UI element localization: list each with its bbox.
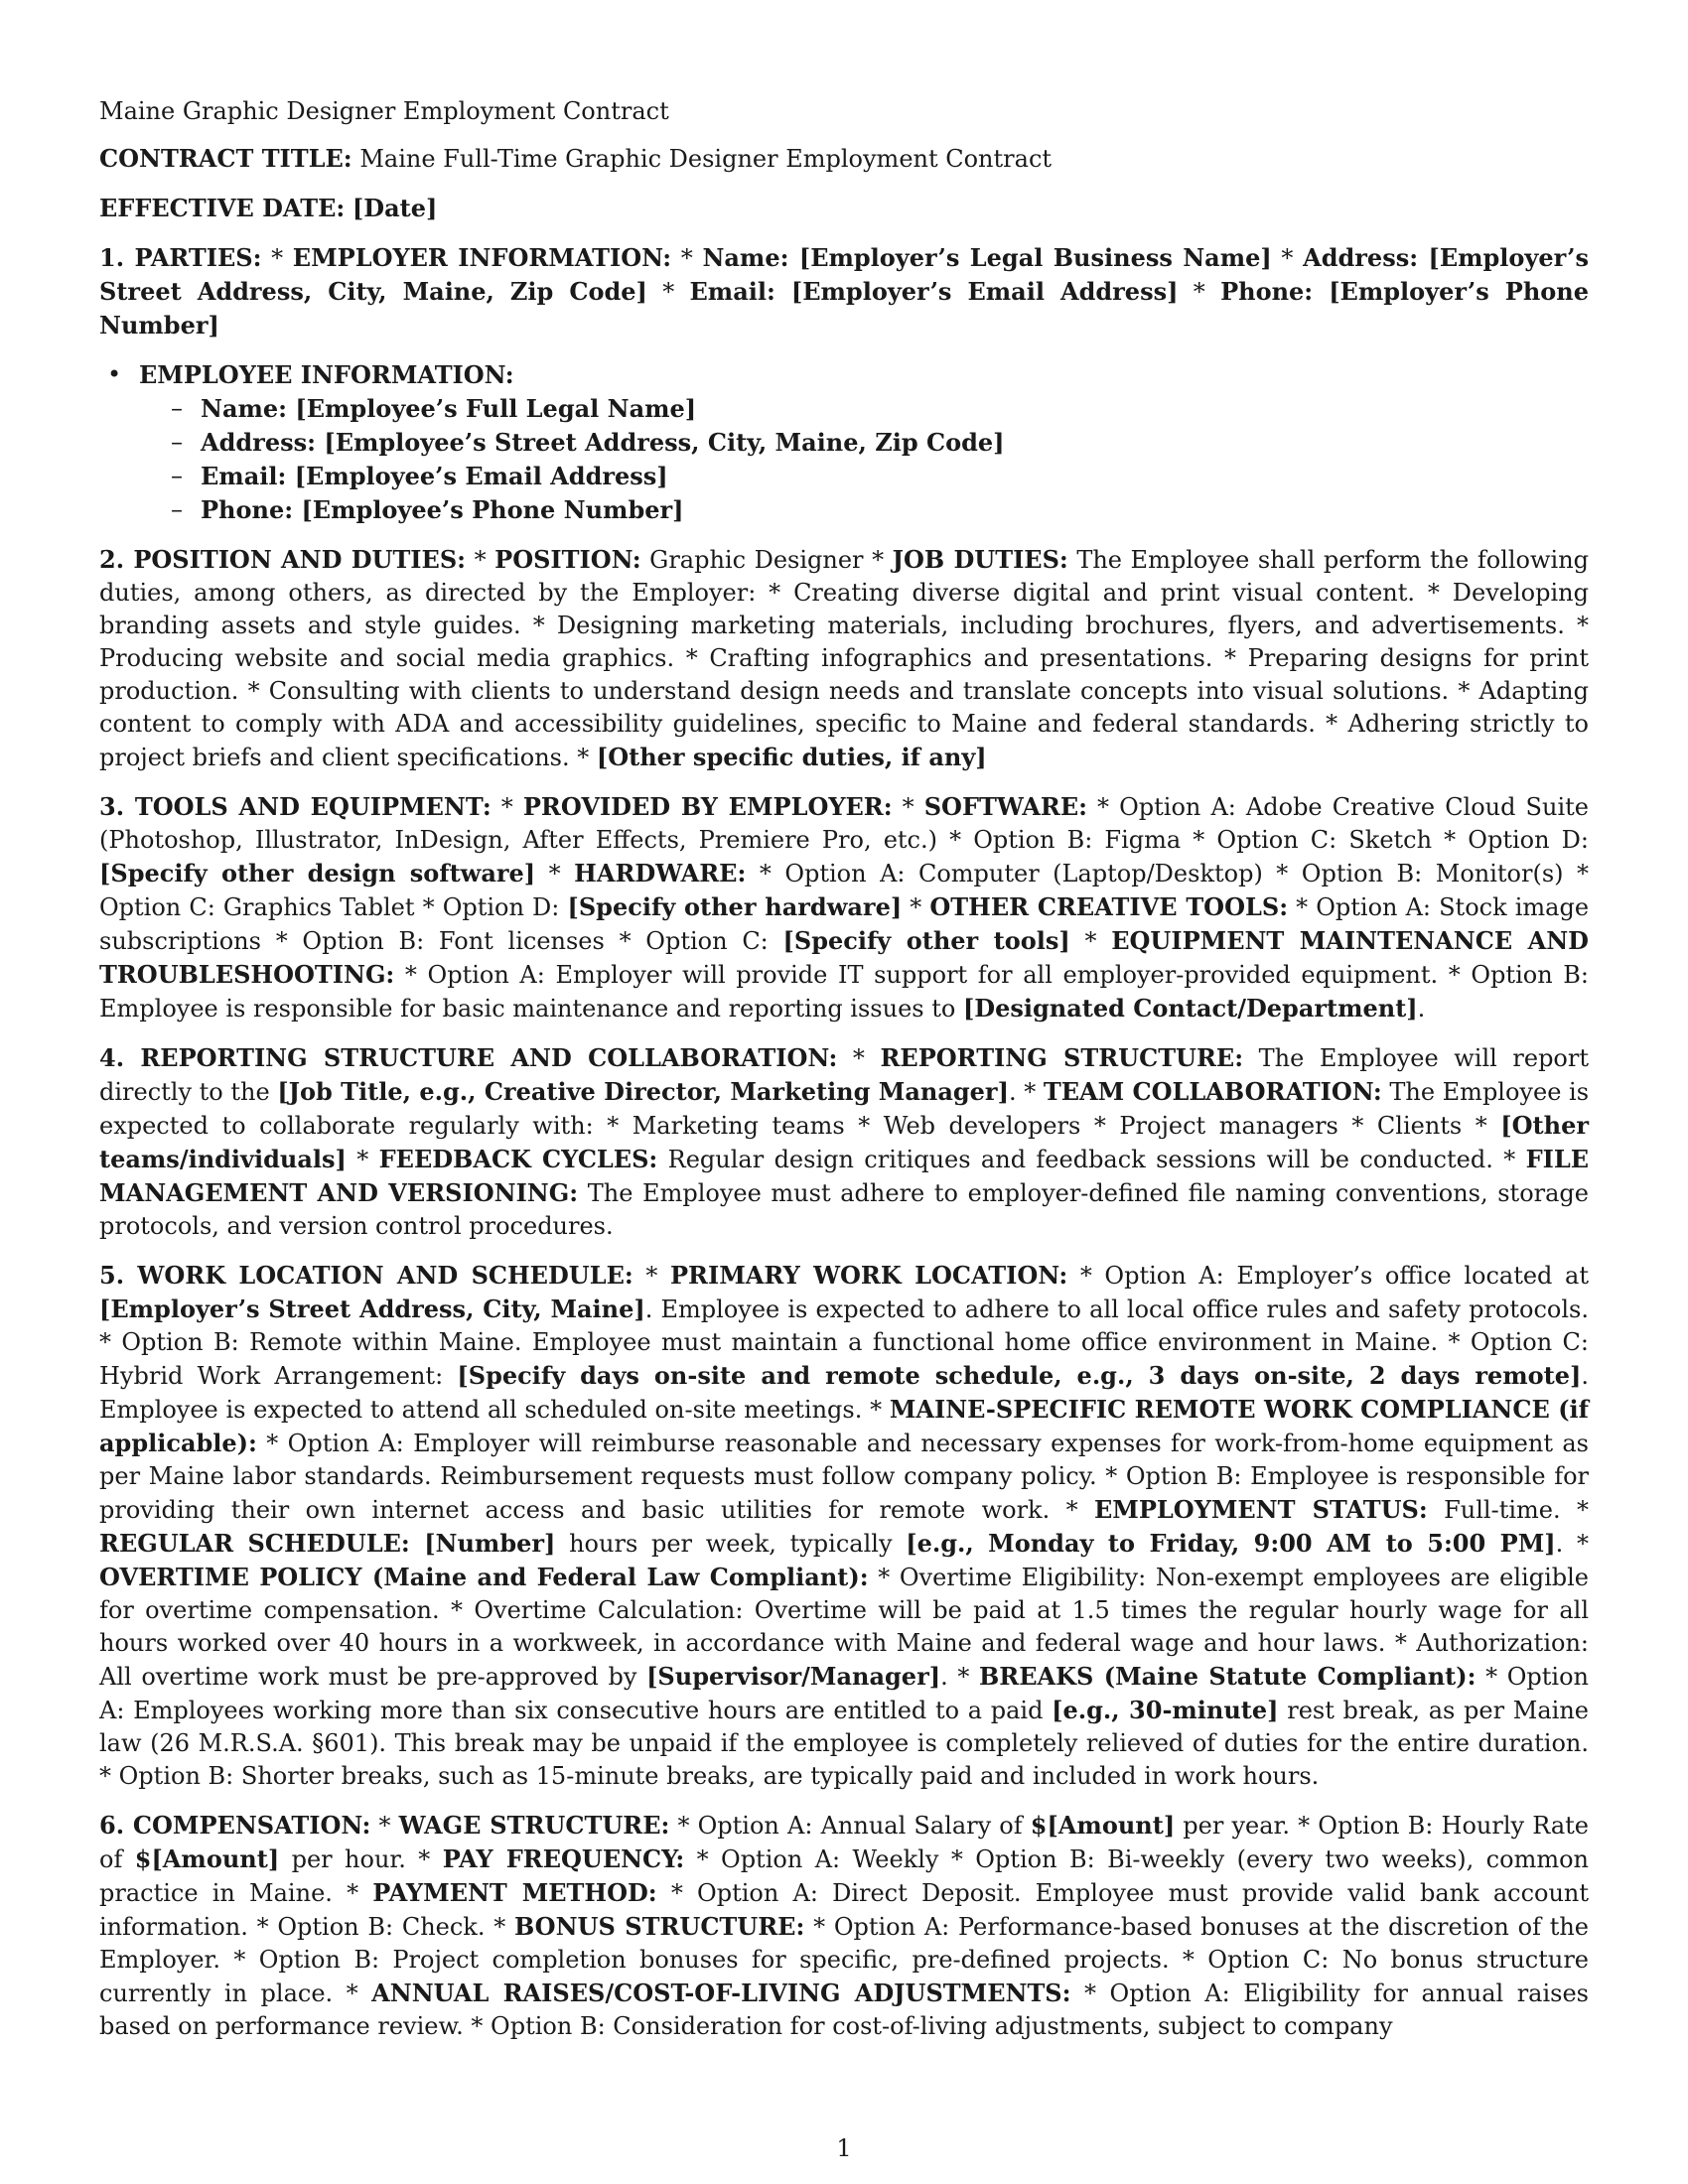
section-heading: 2. POSITION AND DUTIES: — [99, 545, 467, 574]
section-heading: 1. PARTIES: — [99, 243, 262, 272]
document-header-line: Maine Graphic Designer Employment Contract — [99, 97, 669, 125]
employee-information-list — [99, 358, 1589, 527]
employee-address-item: – Address: [Employee’s Street Address, City, Maine, Zip Code] — [201, 426, 1589, 460]
section-heading: 4. REPORTING STRUCTURE AND COLLABORATION: — [99, 1043, 838, 1072]
page-number: 1 — [836, 2134, 852, 2162]
section-5-work-location-and-schedule: 5. WORK LOCATION AND SCHEDULE: * PRIMARY WORK LOCATION: * Option A: Employer’s office located at [Employer’s Street Address, City, Maine]. Employee is expected to adhere to all local office rules and safety protocols. * Option B: Remote within Maine. Employee must maintain a functional home office environment in Maine. * Option C: Hybrid Work Arrangement: [Specify days on-site and remote schedule, e.g., 3 days on-site, 2 days remote]. Employee is expected to attend all scheduled on-site meetings. * MAINE-SPECIFIC REMOTE WORK COMPLIANCE (if applicable): * Option A: Employer will reimburse reasonable and necessary expenses for work-from-home equipment as per Maine labor standards. Reimbursement requests must follow company policy. * Option B: Employee is responsible for providing their own internet access and basic utilities for remote work. * EMPLOYMENT STATUS: Full-time. * REGULAR SCHEDULE: [Number] hours per week, typically [e.g., Monday to Friday, 9:00 AM to 5:00 PM]. * OVERTIME POLICY (Maine and Federal Law Compliant): * Overtime Eligibility: Non-exempt employees are eligible for overtime compensation. * Overtime Calculation: Overtime will be paid at 1.5 times the regular hourly wage for all hours worked over 40 hours in a workweek, in accordance with Maine and federal wage and hour laws. * Authorization: All overtime work must be pre-approved by [Supervisor/Manager]. * BREAKS (Maine Statute Compliant): * Option A: Employees working more than six consecutive hours are entitled to a paid [e.g., 30-minute] rest break, as per Maine law (26 M.R.S.A. §601). This break may be unpaid if the employee is completely relieved of duties for the entire duration. * Option B: Shorter breaks, such as 15-minute breaks, are typically paid and included in work hours. — [99, 1261, 1590, 1790]
section-1-parties: 1. PARTIES: * EMPLOYER INFORMATION: * Name: [Employer’s Legal Business Name] * Address: [Employer’s Street Address, City, Maine, Zip Code] * Email: [Employer’s Email Address] * Phone: [Employer’s Phone Number] — [99, 243, 1590, 340]
effective-date-line — [99, 192, 1589, 225]
employee-information-item — [139, 358, 1589, 527]
effective-date-label: EFFECTIVE DATE: — [99, 194, 346, 222]
contract-page — [99, 95, 1589, 2059]
effective-date-value: [Date] — [352, 194, 438, 222]
employee-information-heading: EMPLOYEE INFORMATION: — [139, 360, 514, 389]
contract-title-label: CONTRACT TITLE: — [99, 144, 352, 173]
section-2-position-and-duties: 2. POSITION AND DUTIES: * POSITION: Graphic Designer * JOB DUTIES: The Employee shall perform the following duties, among others, as directed by the Employer: * Creating diverse digital and print visual content. * Developing branding assets and style guides. * Designing marketing materials, including brochures, flyers, and advertisements. * Producing website and social media graphics. * Crafting infographics and presentations. * Preparing designs for print production. * Consulting with clients to understand design needs and translate concepts into visual solutions. * Adapting content to comply with ADA and accessibility guidelines, specific to Maine and federal standards. * Adhering strictly to project briefs and client specifications. * [Other specific duties, if any] — [99, 545, 1590, 771]
section-heading: 5. WORK LOCATION AND SCHEDULE: — [99, 1261, 633, 1290]
contract-title-value: Maine Full-Time Graphic Designer Employment Contract — [359, 145, 1053, 173]
section-heading: 6. COMPENSATION: — [99, 1811, 371, 1840]
employee-details-list — [139, 392, 1589, 527]
employee-email-item: – Email: [Employee’s Email Address] — [201, 460, 1589, 493]
employee-name-item: – Name: [Employee’s Full Legal Name] — [201, 392, 1589, 426]
section-6-compensation: 6. COMPENSATION: * WAGE STRUCTURE: * Option A: Annual Salary of $[Amount] per year. * Option B: Hourly Rate of $[Amount] per hour. * PAY FREQUENCY: * Option A: Weekly * Option B: Bi-weekly (every two weeks), common practice in Maine. * PAYMENT METHOD: * Option A: Direct Deposit. Employee must provide valid bank account information. * Option B: Check. * BONUS STRUCTURE: * Option A: Performance-based bonuses at the discretion of the Employer. * Option B: Project completion bonuses for specific, pre-defined projects. * Option C: No bonus structure currently in place. * ANNUAL RAISES/COST-OF-LIVING ADJUSTMENTS: * Option A: Eligibility for annual raises based on performance review. * Option B: Consideration for cost-of-living adjustments, subject to company — [99, 1811, 1590, 2040]
section-3-tools-and-equipment: 3. TOOLS AND EQUIPMENT: * PROVIDED BY EMPLOYER: * SOFTWARE: * Option A: Adobe Creative Cloud Suite (Photoshop, Illustrator, InDesign, After Effects, Premiere Pro, etc.) * Option B: Figma * Option C: Sketch * Option D: [Specify other design software] * HARDWARE: * Option A: Computer (Laptop/Desktop) * Option B: Monitor(s) * Option C: Graphics Tablet * Option D: [Specify other hardware] * OTHER CREATIVE TOOLS: * Option A: Stock image subscriptions * Option B: Font licenses * Option C: [Specify other tools] * EQUIPMENT MAINTENANCE AND TROUBLESHOOTING: * Option A: Employer will provide IT support for all employer-provided equipment. * Option B: Employee is responsible for basic maintenance and reporting issues to [Designated Contact/Department]. — [99, 792, 1590, 1023]
employee-phone-item: – Phone: [Employee’s Phone Number] — [201, 493, 1589, 527]
section-4-reporting-structure: 4. REPORTING STRUCTURE AND COLLABORATION: * REPORTING STRUCTURE: The Employee will report directly to the [Job Title, e.g., Creative Director, Marketing Manager]. * TEAM COLLABORATION: The Employee is expected to collaborate regularly with: * Marketing teams * Web developers * Project managers * Clients * [Other teams/individuals] * FEEDBACK CYCLES: Regular design critiques and feedback sessions will be conducted. * FILE MANAGEMENT AND VERSIONING: The Employee must adhere to employer-defined file naming conventions, storage protocols, and version control procedures. — [99, 1043, 1590, 1240]
contract-title-line — [99, 142, 1589, 176]
section-heading: 3. TOOLS AND EQUIPMENT: — [99, 792, 492, 821]
